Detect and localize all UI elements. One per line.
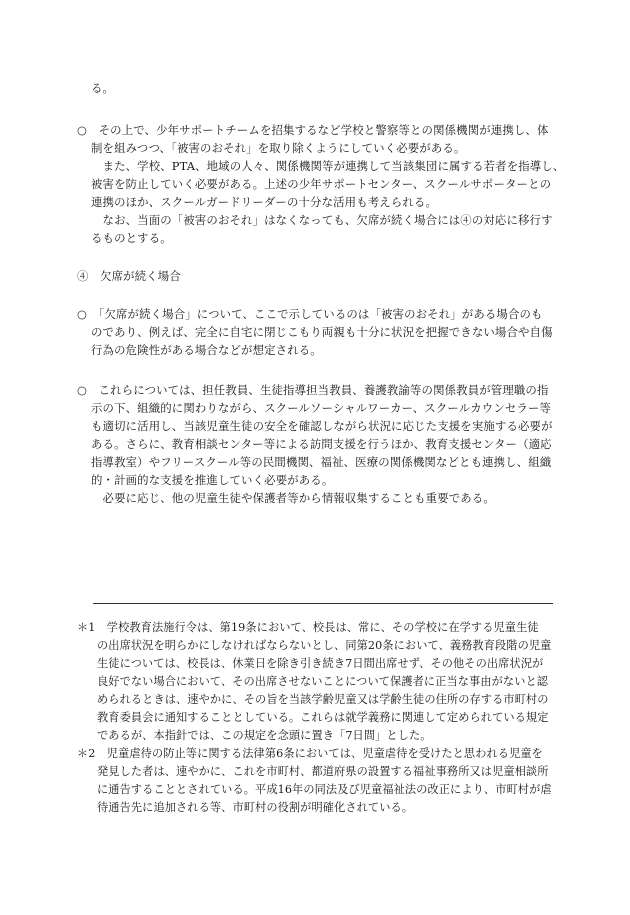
paragraph-line: 的・計画的な支援を推進していく必要がある。 <box>91 473 334 487</box>
footnote-line: 教育委員会に通知することとしている。これらは就学義務に関連して定められている規定 <box>97 711 549 724</box>
footnote-line: ＊2 児童虐待の防止等に関する法律第6条においては、児童虐待を受けたと思われる児童を <box>77 747 543 760</box>
paragraph-line: ある。さらに、教育相談センター等による訪問支援を行うほか、教育支援センター（適応 <box>91 437 552 451</box>
footnote-line: に通告することとされている。平成16年の同法及び児童福祉法の改正により、市町村が虐 <box>97 783 552 796</box>
footnote-line: 生徒については、校長は、休業日を除き引き続き7日間出席せず、その他その出席状況が <box>97 657 544 670</box>
section-heading: ④ 欠席が続く場合 <box>77 269 181 283</box>
paragraph-line: も適切に活用し、当該児童生徒の安全を確認しながら状況に応じた支援を実施する必要が <box>91 419 553 433</box>
paragraph-line: 行為の危険性がある場合などが想定される。 <box>91 343 322 357</box>
paragraph-line: ○ 「欠席が続く場合」について、ここで示しているのは「被害のおそれ」がある場合のも <box>77 307 543 321</box>
paragraph-line: 示の下、組織的に関わりながら、スクールソーシャルワーカー、スクールカウンセラー等 <box>91 401 552 415</box>
paragraph-line: また、学校、PTA、地域の人々、関係機関等が連携して当該集団に属する若者を指導し、 <box>91 159 565 173</box>
paragraph-line: 指導教室）やフリースクール等の民間機関、福祉、医療の関係機関などとも連携し、組織 <box>91 455 552 469</box>
footnote-line: 発見した者は、速やかに、これを市町村、都道府県の設置する福祉事務所又は児童相談所 <box>97 765 549 778</box>
footnote-line: められるときは、速やかに、その旨を当該学齢児童又は学齢生徒の住所の存する市町村の <box>97 693 549 706</box>
footnote-line: 待通告先に追加される等、市町村の役割が明確化されている。 <box>97 801 414 814</box>
paragraph-line: 連携のほか、スクールガードリーダーの十分な活用も考えられる。 <box>91 195 437 209</box>
footnote-line: 良好でない場合において、その出席させないことについて保護者に正当な事由がないと認 <box>97 675 549 688</box>
paragraph-line: ○ その上で、少年サポートチームを招集するなど学校と警察等との関係機関が連携し、体 <box>77 123 549 137</box>
paragraph-line: のであり、例えば、完全に自宅に閉じこもり両親も十分に状況を把握できない場合や自傷 <box>91 325 553 339</box>
paragraph-line: 必要に応じ、他の児童生徒や保護者等から情報収集することも重要である。 <box>91 491 495 505</box>
continuation-text: る。 <box>91 81 115 95</box>
footnote-line: ＊1 学校教育法施行令は、第19条において、校長は、常に、その学校に在学する児童生徒 <box>77 621 539 634</box>
footnote-line: であるが、本指針では、この規定を念頭に置き「7日間」とした。 <box>97 729 432 742</box>
paragraph-line: るものとする。 <box>91 231 172 245</box>
paragraph-line: ○ これらについては、担任教員、生徒指導担当教員、養護教諭等の関係教員が管理職の指 <box>77 383 549 397</box>
paragraph-line: なお、当面の「被害のおそれ」はなくなっても、欠席が続く場合には④の対応に移行す <box>91 213 553 227</box>
footnote-line: の出席状況を明らかにしなければならないとし、同第20条において、義務教育段階の児童 <box>97 639 552 652</box>
paragraph-line: 制を組みつつ、「被害のおそれ」を取り除くようにしていく必要がある。 <box>91 141 466 155</box>
paragraph-line: 被害を防止していく必要がある。上述の少年サポートセンター、スクールサポーターとの <box>91 177 552 191</box>
footnote-divider <box>93 603 553 604</box>
